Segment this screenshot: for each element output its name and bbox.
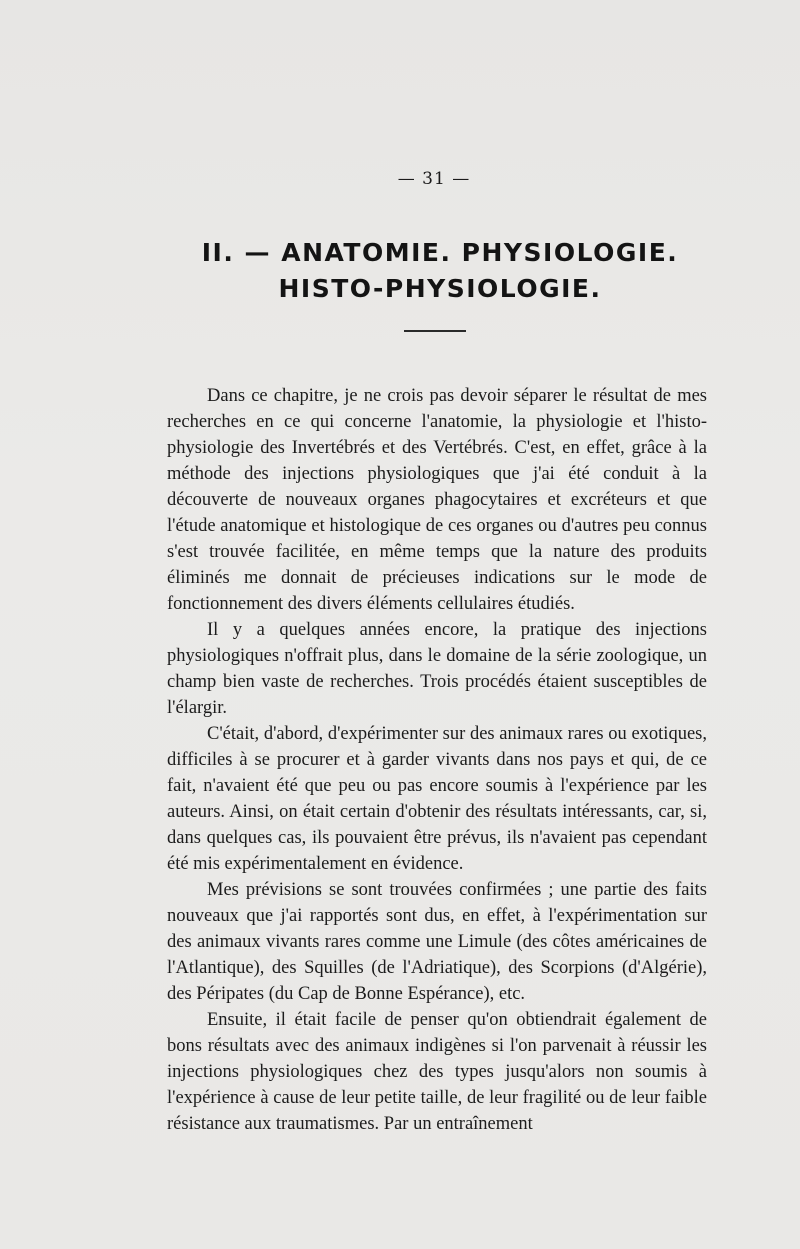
page-number: — 31 — [397,169,471,189]
body-text [167,383,707,1137]
chapter-heading-line-2: HISTO-PHYSIOLOGIE. [278,274,602,303]
paragraph: Il y a quelques années encore, la pratique des injections physiologiques n'offrait plus, dans le domaine de la série zoologique, un champ bien vaste de recherches. Trois procédés étaient susceptibles de l'élargir. [167,620,707,718]
paragraph: Mes prévisions se sont trouvées confirmées ; une partie des faits nouveaux que j'ai rapportés sont dus, en effet, à l'expérimentation sur des animaux vivants rares comme une Limule (des côtes américaines de l'Atlantique), des Squilles (de l'Adriatique), des Scorpions (d'Algérie), des Péripates (du Cap de Bonne Espérance), etc. [167,880,707,1004]
section-divider [404,330,466,332]
paragraph: Dans ce chapitre, je ne crois pas devoir séparer le résultat de mes recherches en ce qui concerne l'anatomie, la physiologie et l'histo-physiologie des Invertébrés et des Vertébrés. C'est, en effet, grâce à la méthode des injections physiologiques que j'ai été conduit à la découverte de nouveaux organes phagocytaires et excréteurs et que l'étude anatomique et histologique de ces organes ou d'autres peu connus s'est trouvée facilitée, en même temps que la nature des produits éliminés me donnait de précieuses indications sur le mode de fonctionnement des divers éléments cellulaires étudiés. [167,386,707,614]
paragraph: Ensuite, il était facile de penser qu'on obtiendrait également de bons résultats avec des animaux indigènes si l'on parvenait à réussir les injections physiologiques chez des types jusqu'alors non soumis à l'expérience à cause de leur petite taille, de leur fragilité ou de leur faible résistance aux traumatismes. Par un entraînement [167,1010,707,1134]
paragraph: C'était, d'abord, d'expérimenter sur des animaux rares ou exotiques, difficiles à se procurer et à garder vivants dans nos pays et qui, de ce fait, n'avaient été que peu ou pas encore soumis à l'expérience par les auteurs. Ainsi, on était certain d'obtenir des résultats intéressants, car, si, dans quelques cas, ils pouvaient être prévus, ils n'avaient pas cependant été mis expérimentalement en évidence. [167,724,707,874]
chapter-heading-line-1: II. — ANATOMIE. PHYSIOLOGIE. [201,238,679,267]
